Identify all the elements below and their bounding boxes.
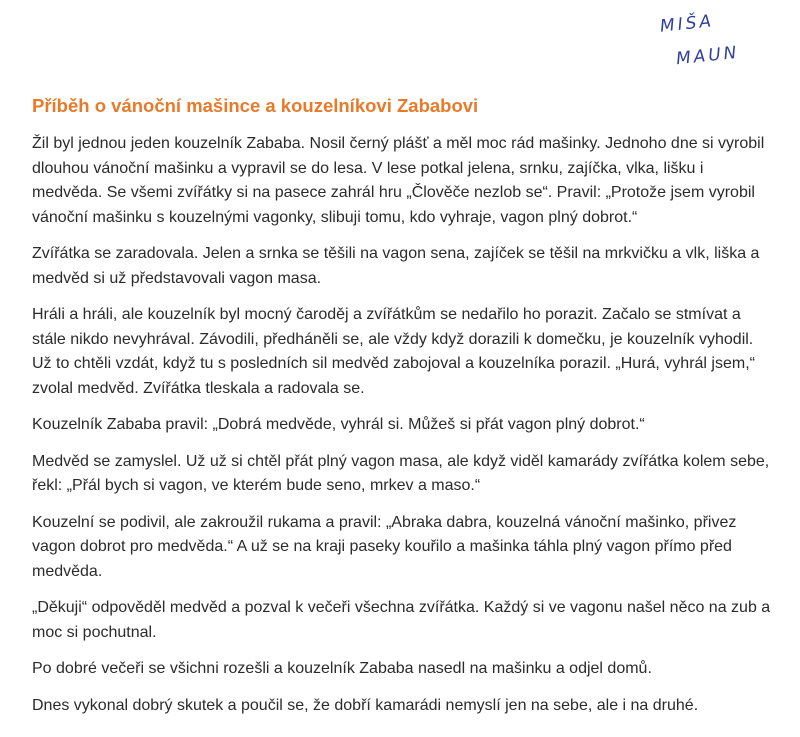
paragraph-4: Kouzelník Zababa pravil: „Dobrá medvěde, vyhrál si. Můžeš si přát vagon plný dobrot.“ [32,416,645,433]
document-body [32,132,777,730]
paragraph-5: Medvěd se zamyslel. Už už si chtěl přát plný vagon masa, ale když viděl kamarády zvířátka kolem sebe, řekl: „Přál bych si vagon, ve kterém bude seno, mrkev a maso.“ [32,452,770,494]
handwritten-name-line-1: MIŠA [659,11,716,37]
document-title: Příběh o vánoční mašince a kouzelníkovi Zababovi [32,95,479,116]
paragraph-9: Dnes vykonal dobrý skutek a poučil se, že dobří kamarádi nemyslí jen na sebe, ale i na druhé. [32,696,699,714]
paragraph-6: Kouzelní se podivil, ale zakroužil rukama a pravil: „Abraka dabra, kouzelná vánoční mašinko, přivez vagon dobrot pro medvěda.“ A už se na kraji paseky kouřilo a mašinka táhla plný vagon přímo před medvěda. [32,513,737,580]
paragraph-8: Po dobré večeři se všichni rozešli a kouzelník Zababa nasedl na mašinku a odjel domů. [32,660,652,677]
paragraph-7: „Děkuji“ odpověděl medvěd a pozval k večeři všechna zvířátka. Každý si ve vagonu našel něco na zub a moc si pochutnal. [32,599,771,641]
paragraph-3: Hráli a hráli, ale kouzelník byl mocný čaroděj a zvířátkům se nedařilo ho porazit. Začalo se stmívat a stále nikdo nevyhrával. Závodili, předháněli se, ale vždy když dorazili k domečku, je kouzelník vyhodil. Už to chtěli vzdát, když tu s posledních sil medvěd zabojoval a kouzelníka porazil. „Hurá, vyhrál jsem,“ zvolal medvěd. Zvířátka tleskala a radovala se. [32,306,755,397]
paragraph-1: Žil byl jednou jeden kouzelník Zababa. Nosil černý plášť a měl moc rád mašinky. Jednoho dne si vyrobil dlouhou vánoční mašinku a vypravil se do lesa. V lese potkal jelena, srnku, zajíčka, vlka, lišku i medvěda. Se všemi zvířátky si na pasece zahrál hru „Člověče nezlob se“. Pravil: „Protože jsem vyrobil vánoční mašinku s kouzelnými vagonky, slibuji tomu, kdo vyhraje, vagon plný dobrot.“ [32,135,765,226]
handwritten-name-line-2: MAUN [675,42,741,70]
paragraph-2: Zvířátka se zaradovala. Jelen a srnka se těšili na vagon sena, zajíček se těšil na mrkvičku a vlk, liška a medvěd si už představovali vagon masa. [32,245,760,287]
